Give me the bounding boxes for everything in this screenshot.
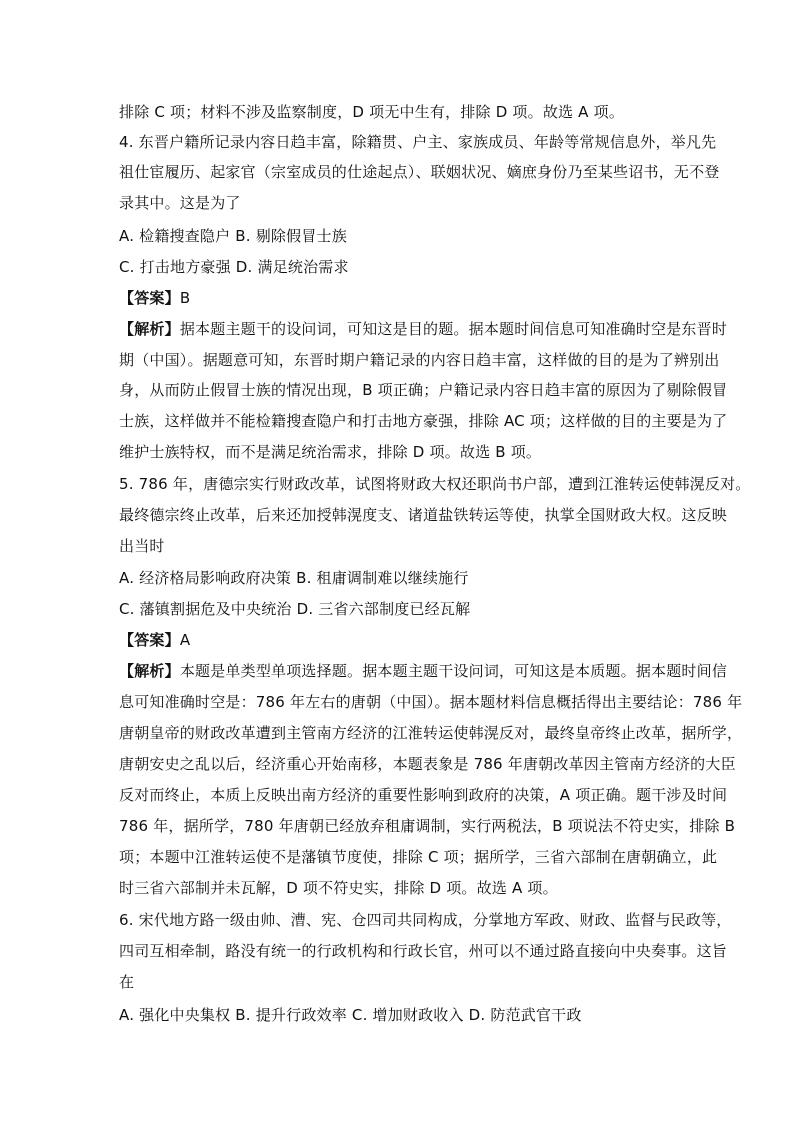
- question-5-answer: [119, 630, 190, 650]
- text-line: 786 年，据所学，780 年唐朝已经放弃租庸调制，实行两税法，B 项说法不符史实，排除 B: [119, 817, 736, 835]
- text-line: 排除 C 项；材料不涉及监察制度，D 项无中生有，排除 D 项。故选 A 项。: [119, 103, 625, 121]
- text-line: 时三省六部制并未瓦解，D 项不符史实，排除 D 项。故选 A 项。: [119, 879, 558, 897]
- question-6-options: A. 强化中央集权 B. 提升行政效率 C. 增加财政收入 D. 防范武官干政: [119, 1006, 582, 1024]
- answer-tag: 【答案】: [119, 631, 180, 649]
- question-5-analysis: [119, 661, 727, 681]
- text-line: 四司互相牵制，路没有统一的行政机构和行政长官，州可以不通过路直接向中央奏事。这旨: [119, 942, 728, 960]
- answer-value: A: [179, 631, 191, 649]
- question-5-options-ab: A. 经济格局影响政府决策 B. 租庸调制难以继续施行: [119, 569, 469, 587]
- analysis-text: 据本题主题干的设问词，可知这是目的题。据本题时间信息可知准确时空是东晋时: [179, 320, 728, 338]
- answer-tag: 【答案】: [119, 289, 180, 307]
- question-5-options-cd: C. 藩镇割据危及中央统治 D. 三省六部制度已经瓦解: [119, 600, 471, 618]
- question-4-stem: 4. 东晋户籍所记录内容日趋丰富，除籍贯、户主、家族成员、年龄等常规信息外，举凡先: [119, 133, 717, 151]
- analysis-tag: 【解析】: [119, 320, 180, 338]
- analysis-tag: 【解析】: [119, 662, 180, 680]
- text-line: 身，从而防止假冒士族的情况出现，B 项正确；户籍记录内容日趋丰富的原因为了剔除假冒: [119, 381, 728, 399]
- text-line: 在: [119, 973, 135, 991]
- question-4-options-ab: A. 检籍搜查隐户 B. 剔除假冒士族: [119, 227, 347, 245]
- text-line: 唐朝安史之乱以后，经济重心开始南移，本题表象是 786 年唐朝改革因主管南方经济的大臣: [119, 755, 736, 773]
- text-line: 项；本题中江淮转运使不是藩镇节度使，排除 C 项；据所学，三省六部制在唐朝确立，此: [119, 848, 718, 866]
- question-5-stem: 5. 786 年，唐德宗实行财政改革，试图将财政大权还职尚书户部，遭到江淮转运使韩滉反对。: [119, 475, 751, 493]
- question-4-options-cd: C. 打击地方豪强 D. 满足统治需求: [119, 258, 349, 276]
- question-4-answer: [119, 288, 190, 308]
- text-line: 息可知准确时空是：786 年左右的唐朝（中国）。据本题材料信息概括得出主要结论：786 年: [119, 693, 743, 711]
- answer-value: B: [179, 289, 191, 307]
- text-line: 出当时: [119, 537, 165, 555]
- text-line: 最终德宗终止改革，后来还加授韩滉度支、诸道盐铁转运等使，执掌全国财政大权。这反映: [119, 506, 728, 524]
- analysis-text: 本题是单类型单项选择题。据本题主题干设问词，可知这是本质题。据本题时间信: [179, 662, 728, 680]
- question-6-stem: 6. 宋代地方路一级由帅、漕、宪、仓四司共同构成，分掌地方军政、财政、监督与民政等，: [119, 911, 732, 929]
- text-line: 维护士族特权，而不是满足统治需求，排除 D 项。故选 B 项。: [119, 443, 542, 461]
- text-line: 士族，这样做并不能检籍搜查隐户和打击地方豪强，排除 AC 项；这样做的目的主要是为了: [119, 412, 728, 430]
- text-line: 反对而终止，本质上反映出南方经济的重要性影响到政府的决策，A 项正确。题干涉及时间: [119, 786, 728, 804]
- text-line: 祖仕宦履历、起家官（宗室成员的仕途起点）、联姻状况、嫡庶身份乃至某些诏书，无不登: [119, 163, 720, 181]
- text-line: 录其中。这是为了: [119, 194, 241, 212]
- text-line: 期（中国）。据题意可知，东晋时期户籍记录的内容日趋丰富，这样做的目的是为了辨别出: [119, 351, 720, 369]
- question-4-analysis: [119, 319, 727, 339]
- text-line: 唐朝皇帝的财政改革遭到主管南方经济的江淮转运使韩滉反对，最终皇帝终止改革，据所学，: [119, 724, 743, 742]
